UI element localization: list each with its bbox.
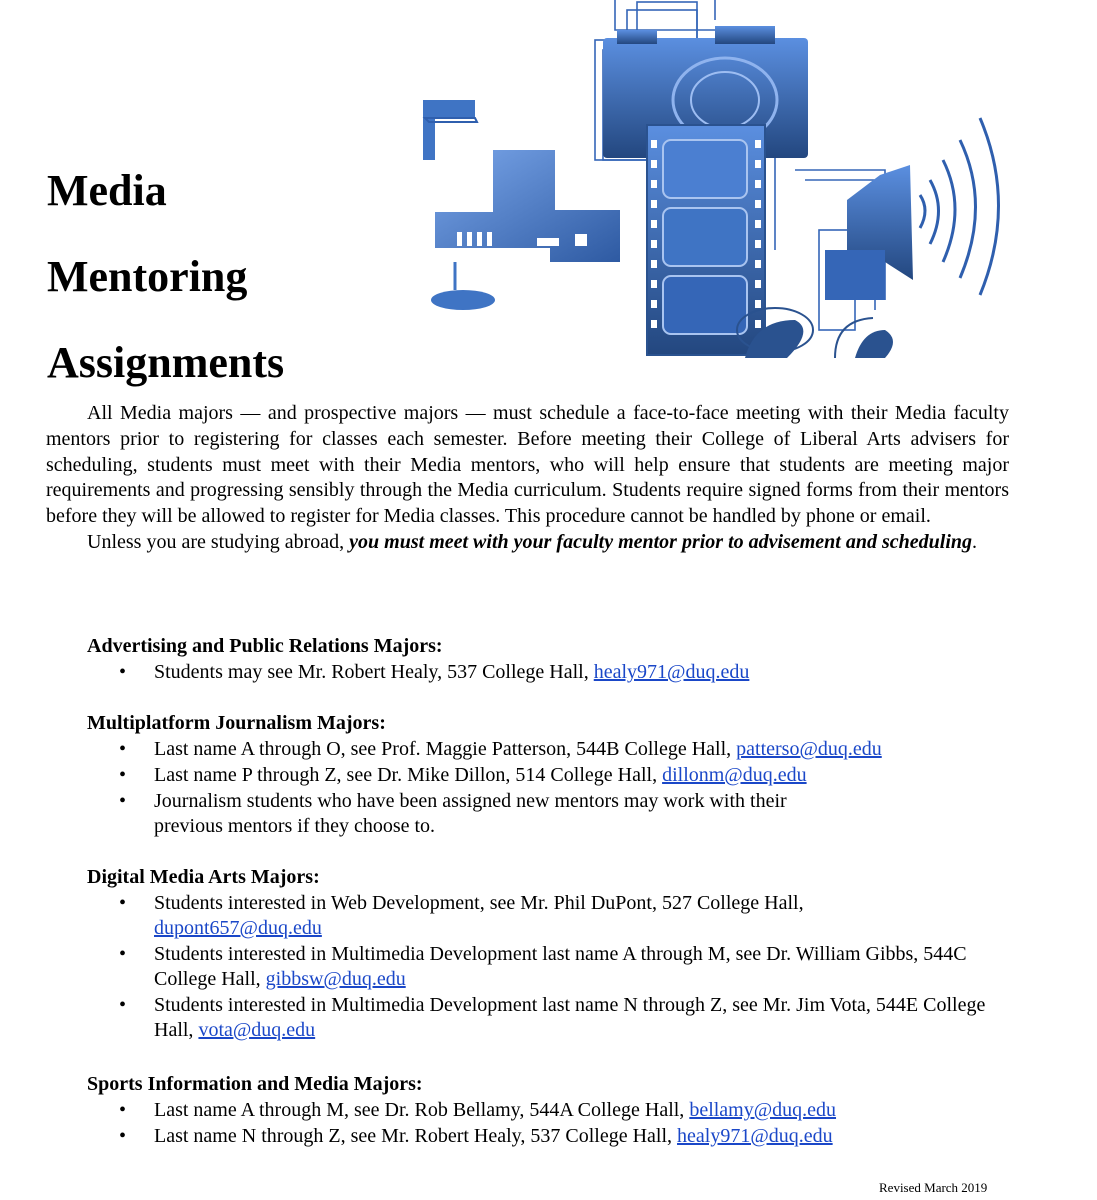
sound-waves-icon: [920, 118, 999, 295]
bullet: •: [119, 661, 127, 683]
bullet: •: [119, 790, 127, 812]
item-text: Last name N through Z, see Mr. Robert Healy, 537 College Hall,: [154, 1125, 678, 1147]
list-item: [119, 660, 999, 685]
email-link-gibbs[interactable]: gibbsw@duq.edu: [265, 968, 406, 990]
item-text: Students interested in Multimedia Development last name N through Z, see Mr. Jim Vota, 544E College Hall,: [154, 994, 986, 1041]
sports-mentor-list: [119, 1098, 999, 1150]
list-item: [119, 942, 999, 992]
section-heading-advertising: Advertising and Public Relations Majors:: [87, 635, 443, 657]
section-heading-sports: Sports Information and Media Majors:: [87, 1073, 423, 1095]
bullet: •: [119, 764, 127, 786]
speaker-icon: [825, 165, 913, 300]
intro-end: .: [972, 530, 977, 553]
email-link-bellamy[interactable]: bellamy@duq.edu: [689, 1099, 837, 1121]
intro-lead: Unless you are studying abroad,: [87, 530, 350, 553]
email-link-dupont[interactable]: dupont657@duq.edu: [154, 917, 322, 939]
bullet: •: [119, 943, 127, 965]
film-strip-icon: [647, 125, 765, 355]
email-link-patterson[interactable]: patterso@duq.edu: [736, 738, 882, 760]
bullet: •: [119, 738, 127, 760]
item-text: Students interested in Web Development, see Mr. Phil DuPont, 527 College Hall,: [154, 892, 804, 914]
email-link-dillon[interactable]: dillonm@duq.edu: [662, 764, 807, 786]
list-item: [119, 891, 999, 941]
title-line-2: Mentoring: [47, 252, 248, 301]
bullet: •: [119, 994, 127, 1016]
title-line-3: Assignments: [47, 338, 285, 387]
item-text: Journalism students who have been assigned new mentors may work with their previous mentors if they choose to.: [154, 790, 787, 837]
item-text: Students may see Mr. Robert Healy, 537 College Hall,: [154, 661, 594, 683]
bullet: •: [119, 892, 127, 914]
item-text: Last name P through Z, see Dr. Mike Dillon, 514 College Hall,: [154, 764, 663, 786]
list-item: [119, 1098, 999, 1123]
computer-icon: [423, 100, 620, 310]
list-item: [119, 789, 999, 839]
list-item: [119, 737, 999, 762]
email-link-healy-sports[interactable]: healy971@duq.edu: [677, 1125, 833, 1147]
page-title: [47, 148, 284, 406]
item-text: Last name A through M, see Dr. Rob Bellamy, 544A College Hall,: [154, 1099, 690, 1121]
list-item: [119, 993, 999, 1043]
journalism-mentor-list: [119, 737, 999, 840]
intro-text: [46, 401, 1009, 556]
advertising-mentor-list: [119, 660, 999, 686]
list-item: [119, 763, 999, 788]
intro-paragraph-2: [46, 530, 1009, 556]
title-line-1: Media: [47, 166, 167, 215]
bullet: •: [119, 1099, 127, 1121]
intro-emphasis: you must meet with your faculty mentor prior to advisement and scheduling: [349, 530, 972, 553]
email-link-vota[interactable]: vota@duq.edu: [198, 1019, 316, 1041]
section-heading-journalism: Multiplatform Journalism Majors:: [87, 712, 386, 734]
media-collage-illustration: [415, 0, 1025, 362]
list-item: [119, 1124, 999, 1149]
section-heading-digital-media: Digital Media Arts Majors:: [87, 866, 320, 888]
email-link-healy[interactable]: healy971@duq.edu: [593, 661, 750, 683]
intro-paragraph: All Media majors — and prospective majors — must schedule a face-to-face meeting with their Media faculty mentors prior to registering for classes each semester. Before meeting their College of Liberal Arts advisers for scheduling, students must meet with their Media mentors, who will help ensure that students are meeting major requirements and progressing sensibly through the Media curriculum. Students require signed forms from their mentors before they will be allowed to register for Media classes. This procedure cannot be handled by phone or email.: [46, 402, 1009, 528]
item-text: Last name A through O, see Prof. Maggie Patterson, 544B College Hall,: [154, 738, 737, 760]
item-text: Students interested in Multimedia Development last name A through M, see Dr. William Gibbs, 544C College Hall,: [154, 943, 967, 990]
digital-media-mentor-list: [119, 891, 999, 1044]
bullet: •: [119, 1125, 127, 1147]
revised-date: Revised March 2019: [879, 1180, 988, 1195]
